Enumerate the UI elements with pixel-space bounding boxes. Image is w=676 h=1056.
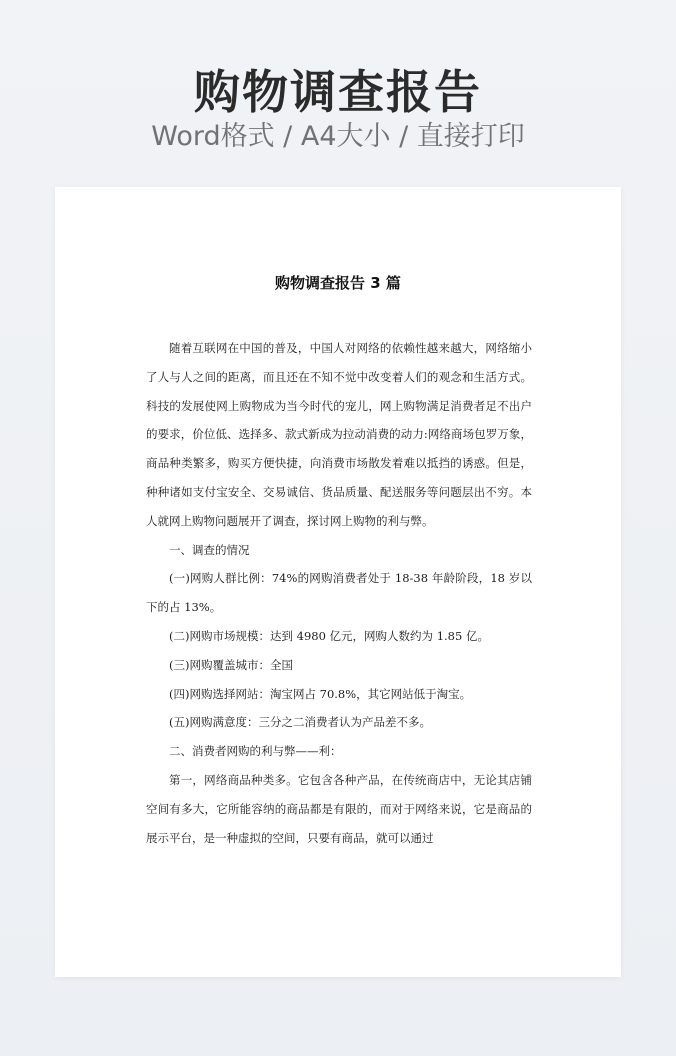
paragraph-item-5: (五)网购满意度：三分之二消费者认为产品差不多。 bbox=[169, 715, 431, 730]
heading-pros-cons: 二、消费者网购的利与弊——利： bbox=[169, 744, 342, 759]
document-title: 购物调查报告 3 篇 bbox=[275, 274, 401, 292]
banner bbox=[0, 0, 676, 180]
paragraph-intro: 随着互联网在中国的普及，中国人对网络的依赖性越来越大，网络缩小了人与人之间的距离，而且还在不知不觉中改变着人们的观念和生活方式。科技的发展使网上购物成为当今时代的宠儿，网上购物满足消费者足不出户的要求，价位低、选择多、款式新成为拉动消费的动力:网络商场包罗万象，商品种类繁多，购买方便快捷，向消费市场散发着难以抵挡的诱惑。但是，种种诸如支付宝安全、交易诚信、货品质量、配送服务等问题层出不穷。本人就网上购物问题展开了调查，探讨网上购物的利与弊。 bbox=[146, 341, 532, 528]
paragraph-item-3: (三)网购覆盖城市：全国 bbox=[169, 657, 293, 672]
document-body bbox=[146, 334, 532, 852]
document-page bbox=[55, 187, 621, 977]
paragraph-item-4: (四)网购选择网站：淘宝网占 70.8%，其它网站低于淘宝。 bbox=[169, 686, 472, 701]
banner-subtitle: Word格式 / A4大小 / 直接打印 bbox=[151, 121, 525, 152]
paragraph-first-point: 第一，网络商品种类多。它包含各种产品，在传统商店中，无论其店铺空间有多大，它所能容纳的商品都是有限的，而对于网络来说，它是商品的展示平台，是一种虚拟的空间，只要有商品，就可以通过 bbox=[146, 772, 532, 845]
paragraph-item-1: (一)网购人群比例：74%的网购消费者处于 18-38 年龄阶段，18 岁以下的占 13%。 bbox=[146, 571, 532, 615]
paragraph-item-2: (二)网购市场规模：达到 4980 亿元，网购人数约为 1.85 亿。 bbox=[169, 628, 489, 643]
heading-survey-situation: 一、调查的情况 bbox=[169, 542, 250, 557]
banner-title: 购物调查报告 bbox=[194, 65, 482, 119]
